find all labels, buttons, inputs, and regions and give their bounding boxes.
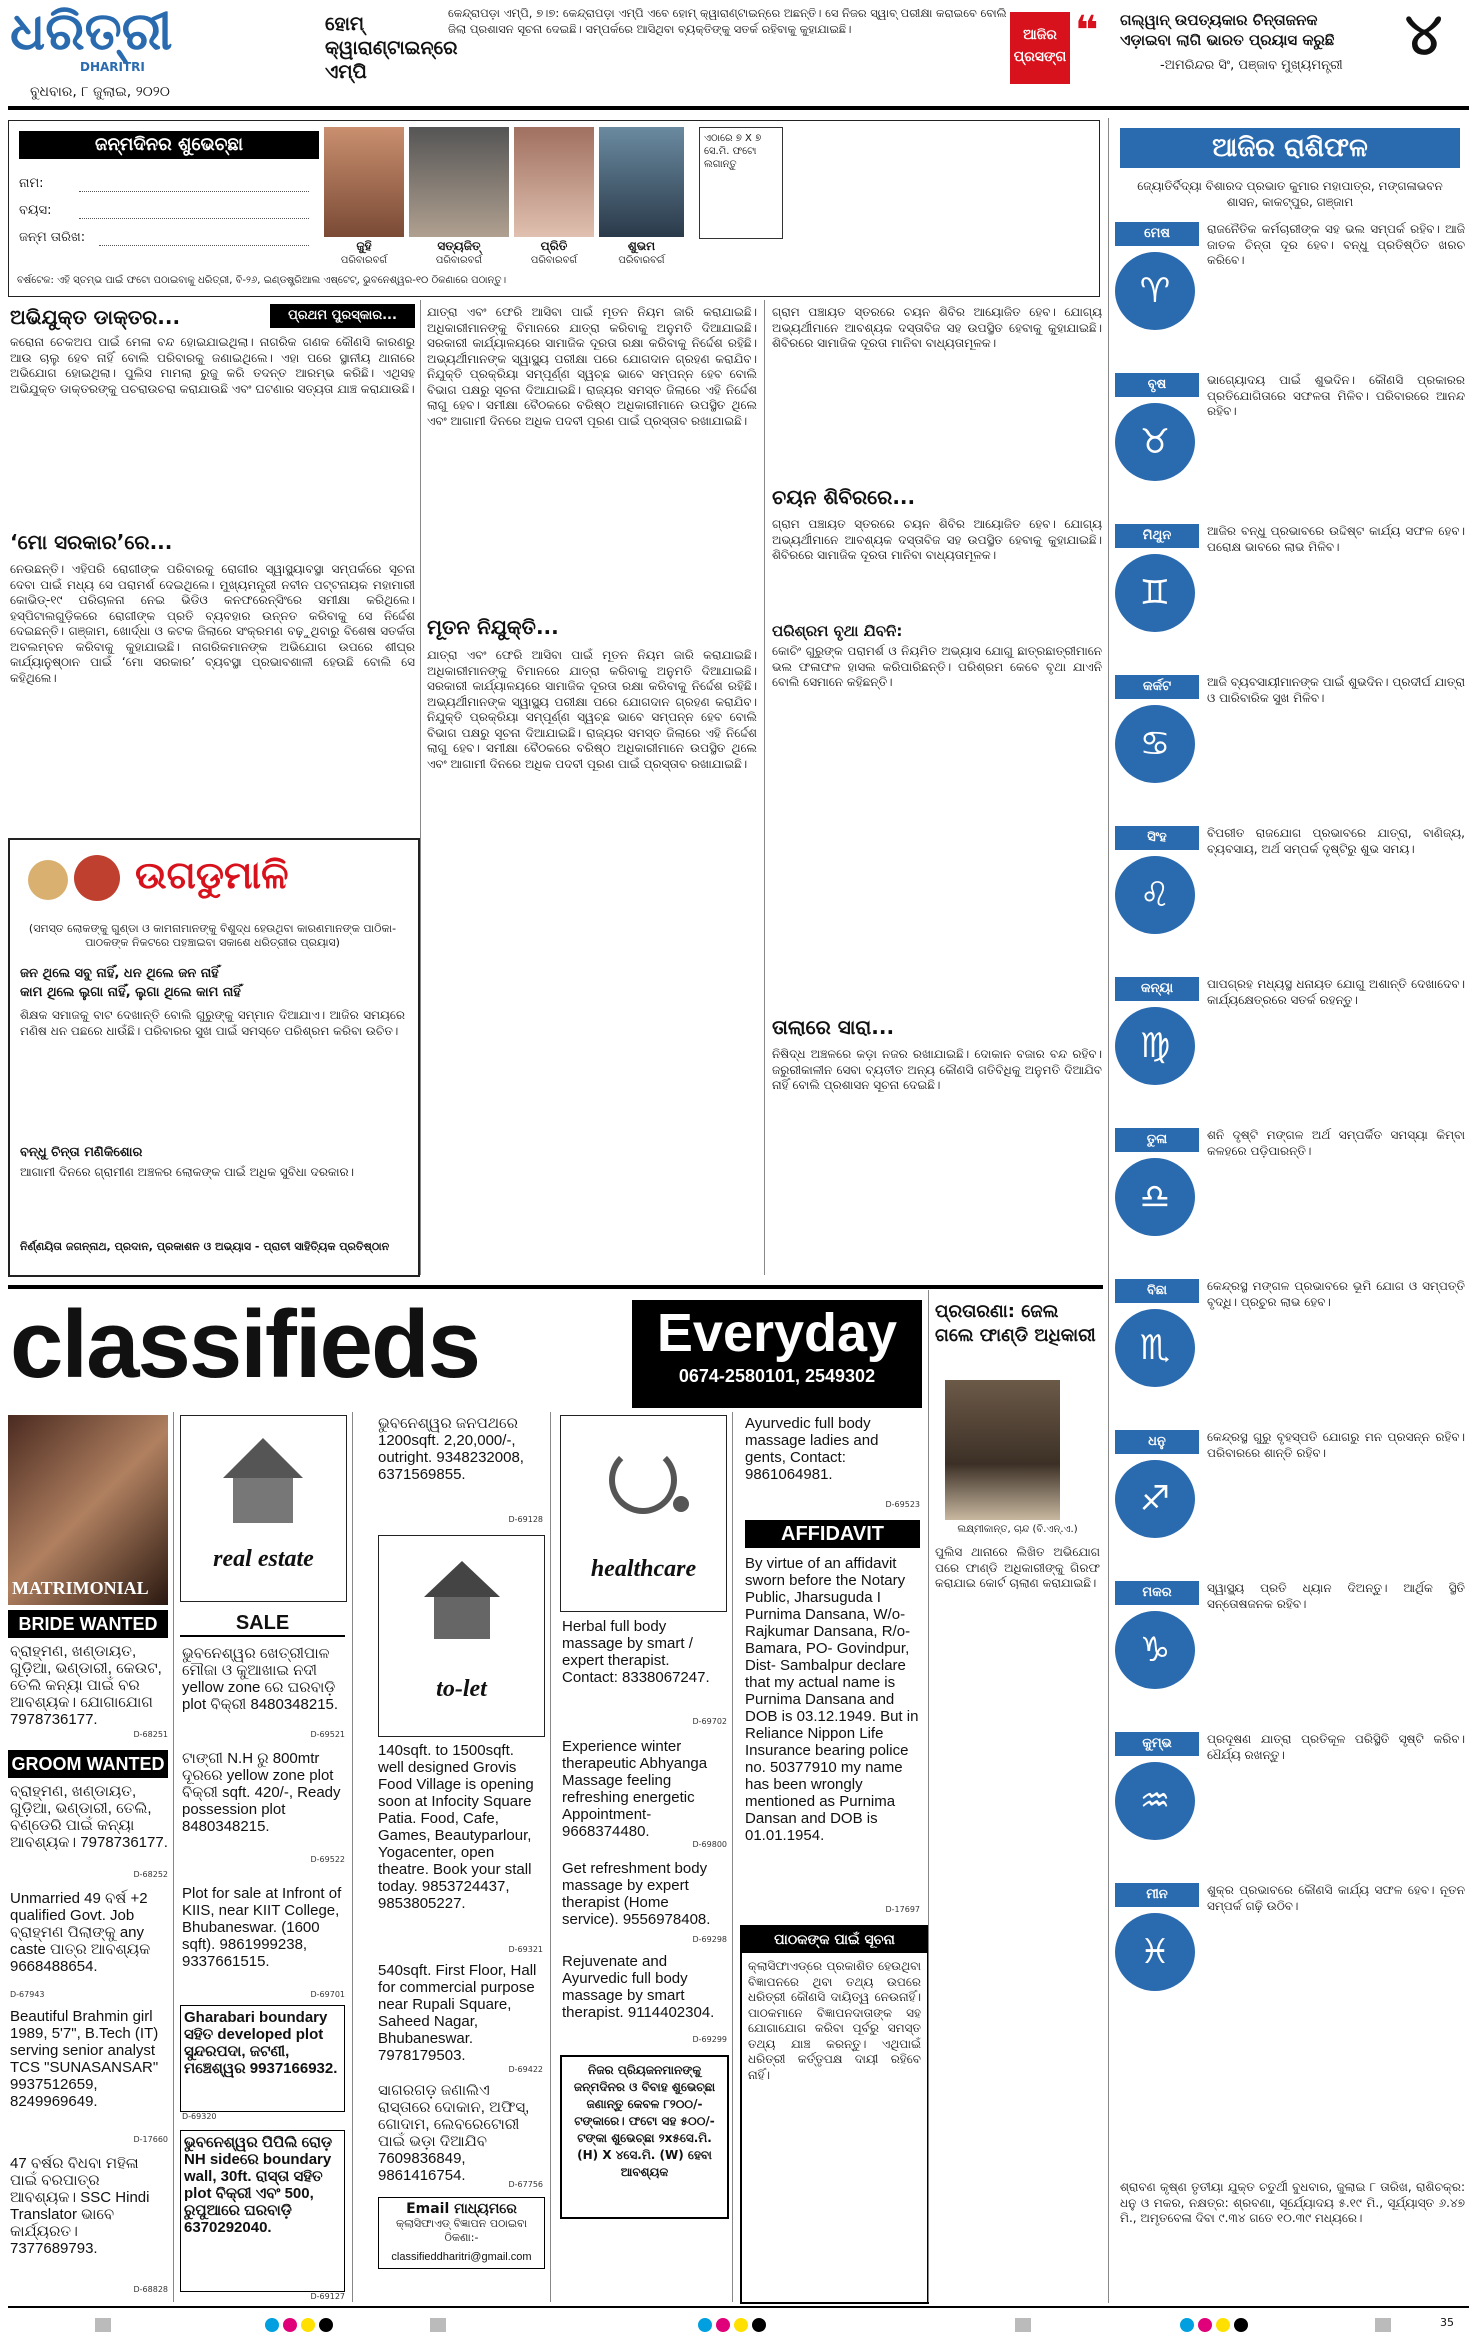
horoscope-sign-name: କନ୍ୟା xyxy=(1115,977,1199,1001)
zodiac-icon: ♌ xyxy=(1115,856,1195,934)
horoscope-row xyxy=(1115,1128,1465,1273)
article-7-text: ପୁଲିସ ଥାନାରେ ଲିଖିତ ଅଭିଯୋଗ ପରେ ଫାଣ୍ଡି ଅଧିକାରୀଙ୍କୁ ଗିରଫ କରାଯାଇ କୋର୍ଟ ଚାଲାଣ କରାଯାଇଛି। xyxy=(935,1545,1100,1590)
email-title: Email ମାଧ୍ୟମରେ xyxy=(406,2201,517,2217)
to-let-house-icon xyxy=(424,1561,500,1597)
healthcare-ad-1-code: D-69702 xyxy=(692,1717,727,1726)
to-let-ad-1: 140sqft. to 1500sqft. well designed Grovis Food Village is opening soon at Infocity Square Patia. Food, Cafe, Games, Beautyparlour, Yogacenter, open theatre. Book your stall today. 9853724437, 9853805227. xyxy=(378,1742,534,1912)
affidavit-heading: AFFIDAVIT xyxy=(745,1520,920,1548)
horoscope-row xyxy=(1115,1883,1465,2028)
horoscope-sign-name: ମକର xyxy=(1115,1581,1199,1605)
birthday-photo-3 xyxy=(514,127,594,237)
horoscope-sign-name: ମିଥୁନ xyxy=(1115,524,1199,548)
column-3-text: ଗ୍ରାମ ପଞ୍ଚାୟତ ସ୍ତରରେ ଚୟନ ଶିବିର ଆୟୋଜିତ ହେବ। ଯୋଗ୍ୟ ଅଭ୍ୟର୍ଥୀମାନେ ଆବଶ୍ୟକ ଦସ୍ତାବିଜ ସହ ଉପସ୍ଥିତ ହେବାକୁ କୁହାଯାଇଛି। ଶିବିରରେ ସାମାଜିକ ଦୂରତା ମାନିବା ବାଧ୍ୟତାମୂଳକ। xyxy=(772,305,1102,350)
healthcare-ad-2: Experience winter therapeutic Abhyanga Massage feeling refreshing energetic Appointment- 9668374480. xyxy=(562,1738,708,1840)
article-6-title: ତାଲାରେ ସାରା... xyxy=(772,1015,895,1039)
article-6-text: ନିଷିଦ୍ଧ ଅଞ୍ଚଳରେ କଡ଼ା ନଜର ରଖାଯାଇଛି। ଦୋକାନ ବଜାର ବନ୍ଦ ରହିବ। ଜରୁରୀକାଳୀନ ସେବା ବ୍ୟତୀତ ଅନ୍ୟ କୌଣସି ଗତିବିଧିକୁ ଅନୁମତି ଦିଆଯିବ ନାହିଁ ବୋଲି ପ୍ରଶାସନ ସୂଚନା ଦେଇଛି। xyxy=(772,1047,1102,1092)
birthday-from-2: ପରିବାରବର୍ଗ xyxy=(435,255,483,266)
zodiac-icon: ♑ xyxy=(1115,1611,1195,1689)
birthday-photo-4 xyxy=(599,127,684,237)
bride-wanted-code: D-68251 xyxy=(133,1730,168,1739)
horoscope-sign-text: ବିପରୀତ ରାଜଯୋଗ ପ୍ରଭାବରେ ଯାତ୍ରା, ବାଣିଜ୍ୟ, ବ୍ୟବସାୟ, ଅର୍ଥ ସମ୍ପର୍କ ଦୃଷ୍ଟିରୁ ଶୁଭ ସମୟ। xyxy=(1207,826,1465,856)
masthead-logo-text: ଧରିତ୍ରୀ xyxy=(10,1,173,62)
reader-notice-text: କ୍ଲାସିଫାଏଡ୍‌ରେ ପ୍ରକାଶିତ ହେଉଥିବା ବିଜ୍ଞାପନରେ ଥିବା ତଥ୍ୟ ଉପରେ ଧରିତ୍ରୀ କୌଣସି ଦାୟିତ୍ୱ ନେଉନାହିଁ। ପାଠକମାନେ ବିଜ୍ଞାପନଦାତାଙ୍କ ସହ ଯୋଗାଯୋଗ କରିବା ପୂର୍ବରୁ ସମସ୍ତ ତଥ୍ୟ ଯାଞ୍ଚ କରନ୍ତୁ। ଏଥିପାଇଁ ଧରିତ୍ରୀ କର୍ତ୍ତୃପକ୍ଷ ଦାୟୀ ରହିବେ ନାହିଁ। xyxy=(748,1959,921,2082)
real-estate-ad-1: ଭୁବନେଶ୍ୱର ଖେତ୍ରୀପାଳ ମୌଜା ଓ କୁଆଖାଇ ନଦୀ yellow zone ରେ ଘରବାଡ଼ି plot ବିକ୍ରୀ 8480348215. xyxy=(182,1645,339,1713)
to-let-image xyxy=(378,1535,545,1737)
article-2-title: ‘ମୋ ସରକାର’ରେ... xyxy=(10,530,173,554)
real-estate-image xyxy=(180,1415,347,1602)
email-box xyxy=(378,2197,545,2269)
article-7-photo xyxy=(945,1380,1060,1520)
page-number: ୪ xyxy=(1405,0,1443,68)
birthday-name-2: ସତ୍ୟଜିତ୍ xyxy=(437,239,481,253)
zodiac-icon: ♊ xyxy=(1115,554,1195,632)
quote-label: ଆଜିର ପ୍ରସଙ୍ଗ xyxy=(1013,27,1067,65)
column-2-text: ଯାତ୍ରା ଏବଂ ଫେରି ଆସିବା ପାଇଁ ମୂତନ ନିୟମ ଜାରି କରାଯାଇଛି। ଅଧିକାରୀମାନଙ୍କୁ ବିମାନରେ ଯାତ୍ରା କରିବାକୁ ଅନୁମତି ଦିଆଯାଇଛି। ସରକାରୀ କାର୍ଯ୍ୟାଳୟରେ ସାମାଜିକ ଦୂରତା ରକ୍ଷା କରିବାକୁ ନିର୍ଦ୍ଦେଶ ରହିଛି। ଅଭ୍ୟର୍ଥୀମାନଙ୍କ ସ୍ୱାସ୍ଥ୍ୟ ପରୀକ୍ଷା ପରେ ଯୋଗଦାନ ଗ୍ରହଣ କରାଯିବ। ନିଯୁକ୍ତି ପ୍ରକ୍ରିୟା ସମ୍ପୂର୍ଣ୍ଣ ସ୍ୱଚ୍ଛ ଭାବେ ସମ୍ପନ୍ନ ହେବ ବୋଲି ବିଭାଗ ପକ୍ଷରୁ ସୂଚନା ଦିଆଯାଇଛି। ରାଜ୍ୟର ସମସ୍ତ ଜିଲାରେ ଏହି ନିର୍ଦ୍ଦେଶ ଲାଗୁ ହେବ। ସମୀକ୍ଷା ବୈଠକରେ ବରିଷ୍ଠ ଅଧିକାରୀମାନେ ଉପସ୍ଥିତ ଥିଲେ ଏବଂ ଆଗାମୀ ଦିନରେ ଅଧିକ ପଦବୀ ପୂରଣ ପାଇଁ ପ୍ରସ୍ତାବ ରଖାଯାଇଛି। xyxy=(427,305,757,428)
zodiac-icon: ♋ xyxy=(1115,705,1195,783)
birthday-photo-1 xyxy=(324,127,404,237)
ugadumali-line-2: କାମ ଥିଲେ ଲୁଗା ନାହିଁ, ଲୁଗା ଥିଲେ କାମ ନାହିଁ xyxy=(20,985,241,1000)
horoscope-sign-name: ସିଂହ xyxy=(1115,826,1199,850)
article-1-title: ଅଭିଯୁକ୍ତ ଡାକ୍ତର... xyxy=(10,305,181,329)
horoscope-sign-name: ମୀନ xyxy=(1115,1883,1199,1907)
real-estate-ad-5-box xyxy=(180,2130,345,2292)
horoscope-sign-text: ଆଜିର ବନ୍ଧୁ ପ୍ରଭାବରେ ଉଦ୍ଦିଷ୍ଟ କାର୍ଯ୍ୟ ସଫଳ ହେବ। ପରୋକ୍ଷ ଭାବରେ ଲାଭ ମିଳିବ। xyxy=(1207,524,1465,554)
horoscope-panchang: ଶ୍ରାବଣ କୃଷ୍ଣ ତୃତୀୟା ଯୁକ୍ତ ଚତୁର୍ଥୀ ବୁଧବାର, ଜୁଲାଇ ୮ ତାରିଖ, ରାଶିଚକ୍ର: ଧନୁ ଓ ମକର, ନକ୍ଷତ୍ର: ଶ୍ରବଣା, ସୂର୍ଯ୍ୟୋଦୟ ୫.୧୯ ମି., ସୂର୍ଯ୍ୟାସ୍ତ ୬.୪୭ ମି., ଅମୃତବେଳା ଦିବା ୯.୩୪ ଗତେ ୧୦.୩୯ ମଧ୍ୟରେ। xyxy=(1120,2180,1465,2225)
real-estate-ad-6: ଭୁବନେଶ୍ୱର ଜନପଥରେ 1200sqft. 2,20,000/-, outright. 9348232008, 6371569855. xyxy=(378,1415,524,1483)
matrimonial-ad-5-code: D-68828 xyxy=(133,2285,168,2294)
to-let-ad-3-code: D-67756 xyxy=(508,2180,543,2189)
to-let-ad-3: ସାଗରଗଡ଼ ଜଣାଲିଏ ରାସ୍ତାରେ ଦୋକାନ, ଅଫିସ୍, ଗୋଦାମ, ଲେବରେଟୋରୀ ପାଇଁ ଭଡ଼ା ଦିଆଯିବ 7609836849, 9861416754. xyxy=(378,2082,530,2184)
horoscope-sign-text: କେନ୍ଦ୍ରସ୍ଥ ମଙ୍ଗଳ ପ୍ରଭାବରେ ଭୂମି ଯୋଗ ଓ ସମ୍ପତ୍ତି ବୃଦ୍ଧି। ପ୍ରଚୁର ଲାଭ ହେବ। xyxy=(1207,1279,1465,1309)
horoscope-sign-text: ଶୁକ୍ର ପ୍ରଭାବରେ କୌଣସି କାର୍ଯ୍ୟ ସଫଳ ହେବ। ନୂତନ ସମ୍ପର୍କ ଗଢ଼ି ଉଠିବ। xyxy=(1207,1883,1465,1913)
birthday-name-4: ଶୁଭମ xyxy=(627,239,656,253)
article-1-text: କରୋନା ଚେକଅପ ପାଇଁ ମେଳା ବନ୍ଦ ହୋଇଯାଇଥିଲା। ନାଗରିକ ଗଣକ କୌଣସି କାରଣରୁ ଆଉ ଚାଲୁ ହେବ ନାହିଁ ବୋଲି ପରିବାରକୁ ଜଣାଇଥିଲେ। ଏହା ପରେ ସ୍ଥାନୀୟ ଥାନାରେ ଅଭିଯୋଗ ହୋଇଥିଲା। ପୁଲିସ ମାମଲା ରୁଜୁ କରି ତଦନ୍ତ ଆରମ୍ଭ କରିଛି। ଏଥିସହ ଅଭିଯୁକ୍ତ ଡାକ୍ତରଙ୍କୁ ପଚରାଉଚରା କରାଯାଉଛି ଏବଂ ଘଟଣାର ସତ୍ୟତା ଯାଞ୍ଚ କରାଯାଉଛି। xyxy=(10,335,415,396)
real-estate-ad-4-code: D-69320 xyxy=(182,2112,217,2121)
affidavit-code: D-17697 xyxy=(885,1905,920,1914)
birthday-ad-box xyxy=(560,2055,729,2219)
real-estate-ad-6-code: D-69128 xyxy=(508,1515,543,1524)
ugadumali-subtitle: (ସମସ୍ତ ଲୋକଙ୍କୁ ଗୁଣ୍ଡା ଓ କାମନାମାନଙ୍କୁ ବିଶୁଦ୍ଧ ହେଉଥିବା କାରଣମାନଙ୍କ ପାଠିକା-ପାଠକଙ୍କ ନିକଟରେ ପହଞ୍ଚାଇବା ସକାଶେ ଧରିତ୍ରୀର ପ୍ରୟାସ) xyxy=(28,922,397,949)
groom-wanted-heading: GROOM WANTED xyxy=(8,1750,168,1778)
ugadumali-sub2: ବନ୍ଧୁ ଚିନ୍ତା ମଣିକିଶୋର xyxy=(20,1145,143,1160)
matrimonial-ad-3-code: D-67943 xyxy=(10,1990,45,1999)
masthead-date: ବୁଧବାର, ୮ ଜୁଲାଇ, ୨୦୨୦ xyxy=(30,84,170,100)
horoscope-sign-name: ବୃଷ xyxy=(1115,373,1199,397)
reader-notice-title: ପାଠକଙ୍କ ପାଇଁ ସୂଚନା xyxy=(742,1927,927,1953)
groom-wanted-ad: ବ୍ରାହ୍ମଣ, ଖଣ୍ଡାୟତ, ଗୁଡ଼ିଆ, ଭଣ୍ଡାରୀ, ତେଲି, ବଣ୍ଡେରି ପାଇଁ କନ୍ୟା ଆବଶ୍ୟକ। 7978736177. xyxy=(10,1783,168,1851)
healthcare-label: healthcare xyxy=(590,1556,697,1582)
birthday-form-age: ବୟସ: xyxy=(19,203,52,218)
article-4-text: ଗ୍ରାମ ପଞ୍ଚାୟତ ସ୍ତରରେ ଚୟନ ଶିବିର ଆୟୋଜିତ ହେବ। ଯୋଗ୍ୟ ଅଭ୍ୟର୍ଥୀମାନେ ଆବଶ୍ୟକ ଦସ୍ତାବିଜ ସହ ଉପସ୍ଥିତ ହେବାକୁ କୁହାଯାଇଛି। ଶିବିରରେ ସାମାଜିକ ଦୂରତା ମାନିବା ବାଧ୍ୟତାମୂଳକ। xyxy=(772,517,1102,562)
footer-page-number: 35 xyxy=(1440,2316,1454,2329)
top-story-text: କେନ୍ଦ୍ରାପଡ଼ା ଏମ୍‌ପି, ୭।୭: କେନ୍ଦ୍ରାପଡ଼ା ଏମ୍‌ପି ଏବେ ହୋମ୍ କ୍ୱାରାଣ୍ଟାଇନ୍‌ରେ ଅଛନ୍ତି। ସେ ନିଜର ସ୍ୱାବ୍ ପରୀକ୍ଷା କରାଇବେ ବୋଲି ଜିଲା ପ୍ରଶାସନ ସୂଚନା ଦେଇଛି। ସମ୍ପର୍କରେ ଆସିଥିବା ବ୍ୟକ୍ତିଙ୍କୁ ସତର୍କ ରହିବାକୁ କୁହାଯାଇଛି। xyxy=(448,6,1007,36)
horoscope-sign-name: କୁମ୍ଭ xyxy=(1115,1732,1199,1756)
quote-label-box xyxy=(1010,12,1070,84)
real-estate-ad-5: ଭୁବନେଶ୍ୱର ପିପିଲି ରୋଡ଼ NH sideରେ boundary wall, 30ft. ରାସ୍ତା ସହିତ plot ବିକ୍ରୀ ଏବଂ 500, ରୁପୁଆରେ ଘରବାଡ଼ି 6370292040. xyxy=(184,2134,333,2236)
horoscope-sign-text: ଆଜି ବ୍ୟବସାୟୀମାନଙ୍କ ପାଇଁ ଶୁଭଦିନ। ପ୍ରଦୀର୍ଘ ଯାତ୍ରା ଓ ପାରିବାରିକ ସୁଖ ମିଳିବ। xyxy=(1207,675,1465,705)
birthday-from-3: ପରିବାରବର୍ଗ xyxy=(530,255,578,266)
real-estate-ad-5-code: D-69127 xyxy=(310,2292,345,2301)
healthcare-ad-3: Get refreshment body massage by expert therapist (Home service). 9556978408. xyxy=(562,1860,711,1928)
matrimonial-image xyxy=(8,1415,168,1605)
horoscope-row xyxy=(1115,373,1465,518)
article-3-title: ମୂତନ ନିଯୁକ୍ତି... xyxy=(427,615,559,639)
birthday-title: ଜନ୍ମଦିନର ଶୁଭେଚ୍ଛା xyxy=(19,131,319,159)
real-estate-label: real estate xyxy=(213,1546,314,1572)
horoscope-sign-name: ମେଷ xyxy=(1115,222,1199,246)
birthday-form-name: ନାମ: xyxy=(19,176,44,191)
matrimonial-ad-5: 47 ବର୍ଷର ବିଧବା ମହିଳା ପାଇଁ ବରପାତ୍ର ଆବଶ୍ୟକ। SSC Hindi Translator ଭାବେ କାର୍ଯ୍ୟରତ। 7377689793. xyxy=(10,2155,150,2257)
quote-text: ଗଲ୍ୱାନ୍ ଉପତ୍ୟକାର ଚିନ୍ତାଜନକ ଏଡ଼ାଇବା ଲାଗି ଭାରତ ପ୍ରୟାସ କରୁଛି xyxy=(1120,11,1335,49)
horoscope-sign-text: ପ୍ରଦୂଷଣ ଯାତ୍ରା ପ୍ରତିକୂଳ ପରିସ୍ଥିତି ସୃଷ୍ଟି କରିବ। ଧୈର୍ଯ୍ୟ ରଖନ୍ତୁ। xyxy=(1207,1732,1465,1762)
real-estate-ad-3-code: D-69701 xyxy=(310,1990,345,1999)
zodiac-icon: ♒ xyxy=(1115,1762,1195,1840)
to-let-label: to-let xyxy=(436,1676,487,1702)
horoscope-sign-text: କେନ୍ଦ୍ରସ୍ଥ ଗୁରୁ ବୃହସ୍ପତି ଯୋଗରୁ ମନ ପ୍ରସନ୍ନ ରହିବ। ପରିବାରରେ ଶାନ୍ତି ରହିବ। xyxy=(1207,1430,1465,1460)
ugadumali-text: ଶିକ୍ଷକ ସମାଜକୁ ବାଟ ଦେଖାନ୍ତି ବୋଲି ଗୁରୁଙ୍କୁ ସମ୍ମାନ ଦିଆଯାଏ। ଆଜିର ସମୟରେ ମଣିଷ ଧନ ପଛରେ ଧାଉଁଛି। ପରିବାରର ସୁଖ ପାଇଁ ସମସ୍ତେ ପରିଶ୍ରମ କରିବା ଉଚିତ। xyxy=(20,1008,405,1038)
masthead-logo xyxy=(10,2,230,82)
horoscope-row xyxy=(1115,1430,1465,1575)
healthcare-image xyxy=(560,1415,727,1612)
masthead-logo-sub: DHARITRI xyxy=(80,60,145,74)
article-5-text: କୋଚିଂ ଗୁରୁଙ୍କ ପରାମର୍ଶ ଓ ନିୟମିତ ଅଭ୍ୟାସ ଯୋଗୁ ଛାତ୍ରଛାତ୍ରୀମାନେ ଭଲ ଫଳାଫଳ ହାସଲ କରିପାରିଛନ୍ତି। ପରିଶ୍ରମ କେବେ ବୃଥା ଯାଏନି ବୋଲି ସେମାନେ କହିଛନ୍ତି। xyxy=(772,644,1102,689)
horoscope-sign-text: ସ୍ୱାସ୍ଥ୍ୟ ପ୍ରତି ଧ୍ୟାନ ଦିଅନ୍ତୁ। ଆର୍ଥିକ ସ୍ଥିତି ସନ୍ତୋଷଜନକ ରହିବ। xyxy=(1207,1581,1465,1611)
ugadumali-text-2: ଆଗାମୀ ଦିନରେ ଗ୍ରାମୀଣ ଅଞ୍ଚଳର ଲୋକଙ୍କ ପାଇଁ ଅଧିକ ସୁବିଧା ଦରକାର। xyxy=(20,1165,355,1179)
to-let-ad-1-code: D-69321 xyxy=(508,1945,543,1954)
matrimonial-label: MATRIMONIAL xyxy=(12,1578,149,1598)
horoscope-row xyxy=(1115,977,1465,1122)
healthcare-ad-5: Ayurvedic full body massage ladies and gents, Contact: 9861064981. xyxy=(745,1415,879,1483)
ugadumali-icon xyxy=(24,850,134,920)
birthday-name-1: ଜୁହି xyxy=(356,239,372,253)
zodiac-icon: ♎ xyxy=(1115,1158,1195,1236)
bride-wanted-heading: BRIDE WANTED xyxy=(8,1610,168,1638)
reader-notice-box xyxy=(740,1925,929,2304)
horoscope-sign-text: ପାପଗ୍ରହ ମଧ୍ୟସ୍ଥ ଧନାୟତ ଯୋଗୁ ଅଶାନ୍ତି ଦେଖାଦେବ। କାର୍ଯ୍ୟକ୍ଷେତ୍ରରେ ସତର୍କ ରହନ୍ତୁ। xyxy=(1207,977,1465,1007)
horoscope-row xyxy=(1115,1581,1465,1726)
horoscope-row xyxy=(1115,524,1465,669)
matrimonial-ad-3: Unmarried 49 ବର୍ଷ +2 qualified Govt. Job ବ୍ରାହ୍ମଣ ପିଲାଙ୍କୁ any caste ପାତ୍ର ଆବଶ୍ୟକ 9668488654. xyxy=(10,1890,151,1975)
horoscope-title: ଆଜିର ରାଶିଫଳ xyxy=(1120,128,1460,168)
birthday-photo-note: ଏଠାରେ ୭ X ୭ ସେ.ମି. ଫଟୋ ଲଗାନ୍ତୁ xyxy=(704,133,762,170)
zodiac-icon: ♓ xyxy=(1115,1913,1195,1991)
horoscope-sign-name: କର୍କଟ xyxy=(1115,675,1199,699)
zodiac-icon: ♈ xyxy=(1115,252,1195,330)
article-4-title: ଚୟନ ଶିବିରରେ... xyxy=(772,485,916,509)
matrimonial-ad-4-code: D-17660 xyxy=(133,2135,168,2144)
healthcare-ad-3-code: D-69298 xyxy=(692,1935,727,1944)
real-estate-ad-2-code: D-69522 xyxy=(310,1855,345,1864)
horoscope-row xyxy=(1115,222,1465,367)
groom-wanted-code: D-68252 xyxy=(133,1870,168,1879)
horoscope-sign-text: ଭାଗ୍ୟୋଦୟ ପାଇଁ ଶୁଭଦିନ। କୌଣସି ପ୍ରକାରର ପ୍ରତିଯୋଗିତାରେ ସଫଳତା ମିଳିବ। ପରିବାରରେ ଆନନ୍ଦ ରହିବ। xyxy=(1207,373,1465,418)
zodiac-icon: ♉ xyxy=(1115,403,1195,481)
zodiac-icon: ♏ xyxy=(1115,1309,1195,1387)
horoscope-sign-name: ତୁଳା xyxy=(1115,1128,1199,1152)
horoscope-row xyxy=(1115,826,1465,971)
birthday-name-3: ପ୍ରିତି xyxy=(540,239,568,253)
birthday-photo-slot xyxy=(699,127,783,239)
horoscope-row xyxy=(1115,1279,1465,1424)
article-2-text: ନେଉଛନ୍ତି। ଏହିପରି ରୋଗୀଙ୍କ ପରିବାରକୁ ରୋଗୀର ସ୍ୱାସ୍ଥ୍ୟାବସ୍ଥା ସମ୍ପର୍କରେ ସୂଚନା ଦେବା ପାଇଁ ମଧ୍ୟ ସେ ପରାମର୍ଶ ଦେଇଥିଲେ। ମୁଖ୍ୟମନ୍ତ୍ରୀ ନବୀନ ପଟ୍ଟନାୟକ ମହାମାରୀ କୋଭିଡ୍-୧୯ ପରିଚାଳନା ନେଇ ଭିଡିଓ କନଫରେନ୍ସିଂରେ ସମୀକ୍ଷା କରିଥିଲେ। ହସ୍ପିଟାଲଗୁଡ଼ିକରେ ରୋଗୀଙ୍କ ପ୍ରତି ବ୍ୟବହାର ଉନ୍ନତ କରିବାକୁ ସେ ନିର୍ଦ୍ଦେଶ ଦେଇଛନ୍ତି। ଗଞ୍ଜାମ, ଖୋର୍ଦ୍ଧା ଓ କଟକ ଜିଲାରେ ସଂକ୍ରମଣ ବଢ଼ୁଥିବାରୁ ବିଶେଷ ସତର୍କତା ଅବଲମ୍ବନ କରିବାକୁ କୁହାଯାଇଛି। ନାଗରିକମାନଙ୍କ ଅଭିଯୋଗ ଉପରେ ଶୀଘ୍ର କାର୍ଯ୍ୟାନୁଷ୍ଠାନ ପାଇଁ ‘ମୋ ସରକାର’ ବ୍ୟବସ୍ଥା ପ୍ରଭାବଶାଳୀ ହେଉଛି ବୋଲି ସେ କହିଥିଲେ। xyxy=(10,562,415,685)
stethoscope-icon xyxy=(609,1446,677,1514)
birthday-photo-2 xyxy=(409,127,509,237)
birthday-from-4: ପରିବାରବର୍ଗ xyxy=(618,255,665,266)
birthday-footer: ବର୍ଷଟେକ: ଏହି ସ୍ତମ୍ଭ ପାଇଁ ଫଟୋ ପଠାଇବାକୁ ଧରିତ୍ରୀ, ବି-୨୬, ଇଣ୍ଡଷ୍ଟ୍ରିଆଲ ଏଷ୍ଟେଟ୍, ଭୁବନେଶ୍ୱର-୧୦ ଠିକଣାରେ ପଠାନ୍ତୁ। xyxy=(17,275,507,286)
classifieds-title: classifieds xyxy=(10,1291,479,1398)
healthcare-ad-1: Herbal full body massage by smart / expert therapist. Contact: 8338067247. xyxy=(562,1618,710,1686)
horoscope-row xyxy=(1115,1732,1465,1877)
top-story-title: ହୋମ୍ କ୍ୱାରାଣ୍ଟାଇନ୍‌ରେ ଏମ୍‌ପି xyxy=(325,13,458,83)
ugadumali-box xyxy=(8,838,420,1277)
email-address[interactable]: classifieddharitri@gmail.com xyxy=(391,2251,532,2263)
birthday-from-1: ପରିବାରବର୍ଗ xyxy=(340,255,388,266)
real-estate-ad-3: Plot for sale at Infront of KIIS, near KIIT College, Bhubaneswar. (1600 sqft). 9861999238, 9337661515. xyxy=(182,1885,342,1970)
classifieds-phones: 0674-2580101, 2549302 xyxy=(678,1366,876,1386)
real-estate-ad-2: ଟାଙ୍ଗୀ N.H ରୁ 800mtr ଦୂରରେ yellow zone plot ବିକ୍ରୀ sqft. 420/-, Ready possession plot 8480348215. xyxy=(182,1750,341,1835)
to-let-ad-2-code: D-69422 xyxy=(508,2065,543,2074)
email-text: କ୍ଲାସିଫାଏଡ୍ ବିଜ୍ଞାପନ ପଠାଇବା ଠିକଣା:- xyxy=(395,2217,528,2244)
real-estate-ad-4-box xyxy=(180,2005,345,2112)
horoscope-sign-name: ଧନୁ xyxy=(1115,1430,1199,1454)
article-3-text: ଯାତ୍ରା ଏବଂ ଫେରି ଆସିବା ପାଇଁ ମୂତନ ନିୟମ ଜାରି କରାଯାଇଛି। ଅଧିକାରୀମାନଙ୍କୁ ବିମାନରେ ଯାତ୍ରା କରିବାକୁ ଅନୁମତି ଦିଆଯାଇଛି। ସରକାରୀ କାର୍ଯ୍ୟାଳୟରେ ସାମାଜିକ ଦୂରତା ରକ୍ଷା କରିବାକୁ ନିର୍ଦ୍ଦେଶ ରହିଛି। ଅଭ୍ୟର୍ଥୀମାନଙ୍କ ସ୍ୱାସ୍ଥ୍ୟ ପରୀକ୍ଷା ପରେ ଯୋଗଦାନ ଗ୍ରହଣ କରାଯିବ। ନିଯୁକ୍ତି ପ୍ରକ୍ରିୟା ସମ୍ପୂର୍ଣ୍ଣ ସ୍ୱଚ୍ଛ ଭାବେ ସମ୍ପନ୍ନ ହେବ ବୋଲି ବିଭାଗ ପକ୍ଷରୁ ସୂଚନା ଦିଆଯାଇଛି। ରାଜ୍ୟର ସମସ୍ତ ଜିଲାରେ ଏହି ନିର୍ଦ୍ଦେଶ ଲାଗୁ ହେବ। ସମୀକ୍ଷା ବୈଠକରେ ବରିଷ୍ଠ ଅଧିକାରୀମାନେ ଉପସ୍ଥିତ ଥିଲେ ଏବଂ ଆଗାମୀ ଦିନରେ ଅଧିକ ପଦବୀ ପୂରଣ ପାଇଁ ପ୍ରସ୍ତାବ ରଖାଯାଇଛି। xyxy=(427,648,757,771)
birthday-ad-text: ନିଜର ପ୍ରିୟଜନମାନଙ୍କୁ ଜନ୍ମଦିନର ଓ ବିବାହ ଶୁଭେଚ୍ଛା ଜଣାନ୍ତୁ କେବଳ ୮୨୦୦/- ଟଙ୍କାରେ। ଫଟୋ ସହ ୫୦୦/- ଟଙ୍କା ଶୁଭେଚ୍ଛା ୨x୫ସେ.ମି. (H) X ୪ସେ.ମି. (W) ହେବା ଆବଶ୍ୟକ xyxy=(573,2063,716,2179)
horoscope-sign-name: ବିଛା xyxy=(1115,1279,1199,1303)
house-icon xyxy=(223,1438,303,1478)
quote-attribution: -ଅମରିନ୍ଦର ସିଂ, ପଞ୍ଜାବ ମୁଖ୍ୟମନ୍ତ୍ରୀ xyxy=(1160,58,1343,73)
real-estate-ad-1-code: D-69521 xyxy=(310,1730,345,1739)
healthcare-ad-5-code: D-69523 xyxy=(885,1500,920,1509)
classifieds-everyday: Everyday xyxy=(656,1303,898,1363)
prize-label: ପ୍ରଥମ ପୁରସ୍କାର... xyxy=(270,304,415,328)
horoscope-sign-text: ଶନି ଦୃଷ୍ଟି ମଙ୍ଗଳ ଅର୍ଥ ସମ୍ପର୍କିତ ସମସ୍ୟା କିମ୍ବା କଳହରେ ପଡ଼ିପାରନ୍ତି। xyxy=(1207,1128,1465,1158)
article-5-title: ପରିଶ୍ରମ ବୃଥା ଯିବନି: xyxy=(772,622,903,640)
quote-icon: ❝ xyxy=(1075,8,1099,54)
horoscope-author: ଜ୍ୟୋତିର୍ବିଦ୍ୟା ବିଶାରଦ ପ୍ରଭାତ କୁମାର ମହାପାତ୍ର, ମଙ୍ଗଳାଭବନ ଶାସନ, କାକଟ୍ପୁର, ଗଞ୍ଜାମ xyxy=(1137,179,1443,209)
real-estate-ad-4: Gharabari boundary ସହିତ developed plot ସୁନ୍ଦରପଦା, ଜଟଣୀ, ମଞ୍ଚେଶ୍ୱର 9937166932. xyxy=(184,2009,338,2077)
healthcare-ad-4-code: D-69299 xyxy=(692,2035,727,2044)
birthday-form-dob: ଜନ୍ମ ତାରିଖ: xyxy=(19,230,86,245)
ugadumali-credit: ନିର୍ଣ୍ଣୟିତା ଜଗନ୍ନାଥ, ପ୍ରଦାନ, ପ୍ରକାଶନ ଓ ଅଭ୍ୟାସ - ପ୍ରାଚୀ ସାହିତ୍ୟିକ ପ୍ରତିଷ୍ଠାନ xyxy=(20,1240,390,1253)
affidavit-text: By virtue of an affidavit sworn before the Notary Public, Jharsuguda I Purnima Dansana, W/o- Rajkumar Dansana, R/o- Bamara, PO- Govindpur, Dist- Sambalpur declare that my actual name is Purnima Dansana and DOB is 03.12.1949. But in Reliance Nippon Life Insurance bearing police no. 50377910 my name has been wrongly mentioned as Purnima Dansan and DOB is 01.01.1954. xyxy=(745,1555,919,1844)
ugadumali-title: ଉଗଡୁମାଳି xyxy=(135,852,289,897)
birthday-box xyxy=(8,120,1100,297)
matrimonial-ad-4: Beautiful Brahmin girl 1989, 5'7", B.Tech (IT) serving senior analyst TCS "SUNASANSAR" 9937512659, 8249969649. xyxy=(10,2008,159,2110)
to-let-ad-2: 540sqft. First Floor, Hall for commercial purpose near Rupali Square, Saheed Nagar, Bhubaneswar. 7978179503. xyxy=(378,1962,537,2064)
healthcare-ad-4: Rejuvenate and Ayurvedic full body massage by smart therapist. 9114402304. xyxy=(562,1953,715,2021)
sale-heading: SALE xyxy=(180,1612,345,1637)
bride-wanted-ad: ବ୍ରାହ୍ମଣ, ଖଣ୍ଡାୟତ, ଗୁଡ଼ିଆ, ଭଣ୍ଡାରୀ, କେଉଟ, ତେଲି କନ୍ୟା ପାଇଁ ବର ଆବଶ୍ୟକ। ଯୋଗାଯୋଗ 7978736177. xyxy=(10,1643,162,1728)
zodiac-icon: ♐ xyxy=(1115,1460,1195,1538)
zodiac-icon: ♍ xyxy=(1115,1007,1195,1085)
horoscope-row xyxy=(1115,675,1465,820)
healthcare-ad-2-code: D-69800 xyxy=(692,1840,727,1849)
classifieds-everyday-box xyxy=(632,1300,922,1408)
article-7-title: ପ୍ରତାରଣା: ଜେଲ ଗଲେ ଫାଣ୍ଡି ଅଧିକାରୀ xyxy=(935,1301,1096,1346)
article-7-caption: ଲକ୍ଷ୍ମୀକାନ୍ତ, ଚାନ୍ଦ (ବି.ଏନ୍.ଏ.) xyxy=(957,1524,1078,1535)
horoscope-sign-text: ରାଜନୈତିକ କର୍ମଚାରୀଙ୍କ ସହ ଭଲ ସମ୍ପର୍କ ରହିବ। ଆଜି ଜାତକ ଚିନ୍ତା ଦୂର ହେବ। ବନ୍ଧୁ ପ୍ରତିଷ୍ଠିତ ଖରଚ କରିବେ। xyxy=(1207,222,1465,267)
ugadumali-line-1: ଜନ ଥିଲେ ସବୁ ନାହିଁ, ଧନ ଥିଲେ ଜନ ନାହିଁ xyxy=(20,966,219,981)
